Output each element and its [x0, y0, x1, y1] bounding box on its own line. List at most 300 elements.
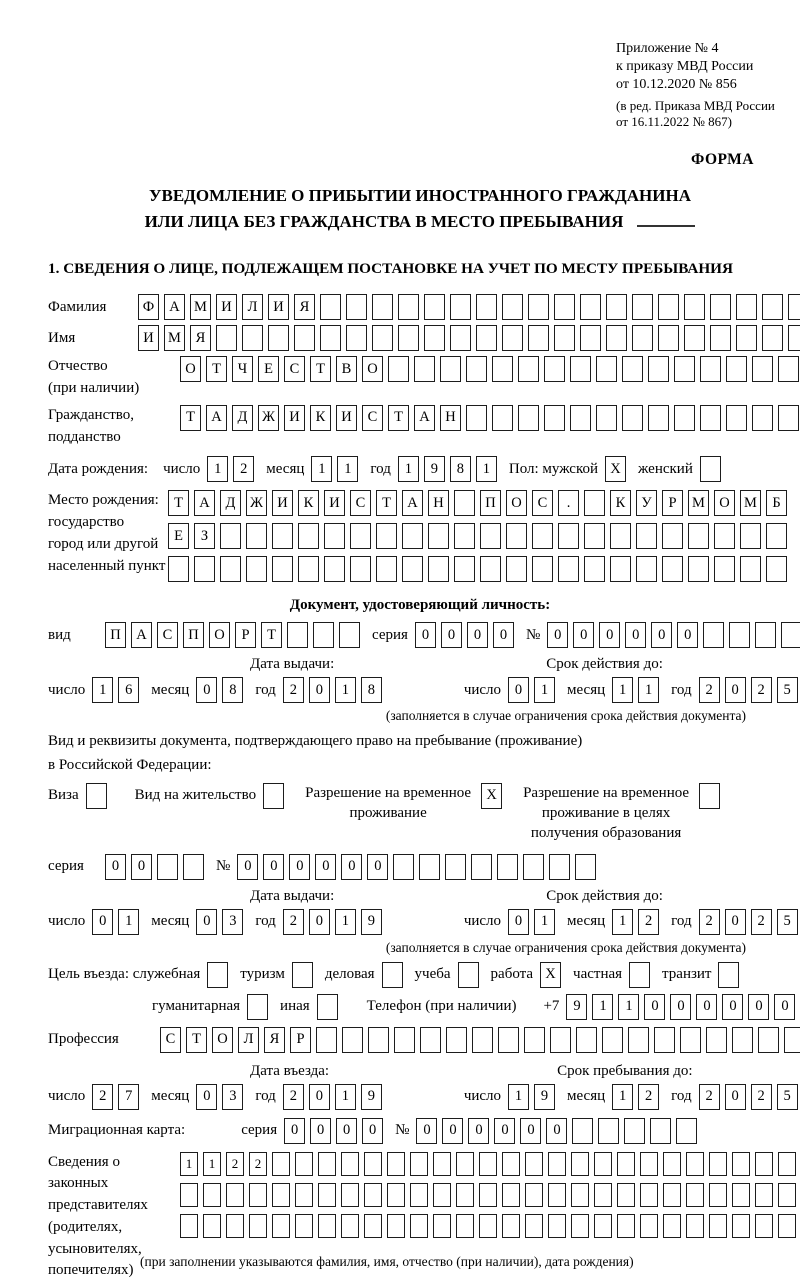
profession-boxes-cell[interactable]: С	[160, 1027, 181, 1053]
birth-place-boxes-1-cell[interactable]: Б	[766, 490, 787, 516]
representatives-boxes-1-cell[interactable]	[433, 1152, 451, 1176]
residence-number-boxes-cell[interactable]	[497, 854, 518, 880]
residence-issue-year-boxes-cell[interactable]: 0	[309, 909, 330, 935]
doc-valid-year-boxes-cell[interactable]: 2	[751, 677, 772, 703]
residence-number-boxes-cell[interactable]: 0	[237, 854, 258, 880]
patronymic-boxes-cell[interactable]: О	[180, 356, 201, 382]
patronymic-boxes-cell[interactable]: Т	[206, 356, 227, 382]
birth-place-boxes-1-cell[interactable]: И	[324, 490, 345, 516]
surname-boxes-cell[interactable]	[450, 294, 471, 320]
entry-year-boxes-cell[interactable]: 1	[335, 1084, 356, 1110]
residence-issue-day-boxes-cell[interactable]: 1	[118, 909, 139, 935]
profession-boxes-cell[interactable]	[654, 1027, 675, 1053]
citizenship-boxes-cell[interactable]: Т	[180, 405, 201, 431]
surname-boxes-cell[interactable]	[736, 294, 757, 320]
given-name-boxes-cell[interactable]	[216, 325, 237, 351]
doc-issue-year-boxes-cell[interactable]: 1	[335, 677, 356, 703]
migration-number-boxes-cell[interactable]	[598, 1118, 619, 1144]
profession-boxes-cell[interactable]	[784, 1027, 800, 1053]
doc-type-boxes-cell[interactable]: Т	[261, 622, 282, 648]
representatives-boxes-2-cell[interactable]	[364, 1183, 382, 1207]
doc-valid-year-boxes-cell[interactable]: 5	[777, 677, 798, 703]
entry-year-boxes-cell[interactable]: 9	[361, 1084, 382, 1110]
migration-number-boxes-cell[interactable]: 0	[468, 1118, 489, 1144]
birth-place-boxes-3-cell[interactable]	[194, 556, 215, 582]
doc-series-boxes-cell[interactable]: 0	[441, 622, 462, 648]
representatives-boxes-1-cell[interactable]	[663, 1152, 681, 1176]
birth-place-boxes-3-cell[interactable]	[584, 556, 605, 582]
birth-day-boxes-cell[interactable]: 1	[207, 456, 228, 482]
citizenship-boxes-cell[interactable]: И	[284, 405, 305, 431]
migration-number-boxes-cell[interactable]	[572, 1118, 593, 1144]
birth-place-boxes-2-cell[interactable]	[402, 523, 423, 549]
birth-place-boxes-3-cell[interactable]	[636, 556, 657, 582]
entry-month-boxes-cell[interactable]: 3	[222, 1084, 243, 1110]
birth-place-boxes-2-cell[interactable]	[220, 523, 241, 549]
profession-boxes-cell[interactable]: О	[212, 1027, 233, 1053]
doc-number-boxes-cell[interactable]: 0	[677, 622, 698, 648]
stay-year-boxes-cell[interactable]: 0	[725, 1084, 746, 1110]
given-name-boxes-cell[interactable]	[554, 325, 575, 351]
business-checkbox-cell[interactable]	[382, 962, 403, 988]
residence-number-boxes-cell[interactable]	[419, 854, 440, 880]
doc-type-boxes-cell[interactable]: С	[157, 622, 178, 648]
doc-number-boxes-cell[interactable]: 0	[651, 622, 672, 648]
representatives-boxes-3-cell[interactable]	[272, 1214, 290, 1238]
birth-place-boxes-3-cell[interactable]	[350, 556, 371, 582]
doc-type-boxes-cell[interactable]: А	[131, 622, 152, 648]
birth-place-boxes-1-cell[interactable]: К	[298, 490, 319, 516]
citizenship-boxes-cell[interactable]: Д	[232, 405, 253, 431]
birth-place-boxes-1-cell[interactable]: К	[610, 490, 631, 516]
patronymic-boxes-cell[interactable]	[440, 356, 461, 382]
profession-boxes-cell[interactable]	[446, 1027, 467, 1053]
migration-series-boxes-cell[interactable]: 0	[362, 1118, 383, 1144]
birth-place-boxes-1-cell[interactable]	[454, 490, 475, 516]
birth-place-boxes-2-cell[interactable]	[454, 523, 475, 549]
surname-boxes-cell[interactable]	[320, 294, 341, 320]
residence-valid-month-boxes-cell[interactable]: 2	[638, 909, 659, 935]
doc-number-boxes-cell[interactable]	[755, 622, 776, 648]
stay-month-boxes-cell[interactable]: 2	[638, 1084, 659, 1110]
birth-place-boxes-1-cell[interactable]: .	[558, 490, 579, 516]
residence-series-boxes-cell[interactable]: 0	[105, 854, 126, 880]
residence-number-boxes-cell[interactable]: 0	[289, 854, 310, 880]
patronymic-boxes-cell[interactable]	[518, 356, 539, 382]
residence-valid-month-boxes-cell[interactable]: 1	[612, 909, 633, 935]
residence-valid-day-boxes-cell[interactable]: 0	[508, 909, 529, 935]
residence-issue-month-boxes-cell[interactable]: 3	[222, 909, 243, 935]
birth-place-boxes-2-cell[interactable]	[298, 523, 319, 549]
stay-year-boxes-cell[interactable]: 2	[699, 1084, 720, 1110]
representatives-boxes-2-cell[interactable]	[594, 1183, 612, 1207]
citizenship-boxes-cell[interactable]: А	[414, 405, 435, 431]
residence-permit-checkbox-cell[interactable]	[263, 783, 284, 809]
birth-place-boxes-3-cell[interactable]	[428, 556, 449, 582]
doc-valid-month-boxes-cell[interactable]: 1	[612, 677, 633, 703]
birth-place-boxes-1-cell[interactable]: М	[740, 490, 761, 516]
migration-number-boxes-cell[interactable]: 0	[546, 1118, 567, 1144]
patronymic-boxes-cell[interactable]: Т	[310, 356, 331, 382]
birth-place-boxes-2-cell[interactable]: З	[194, 523, 215, 549]
birth-place-boxes-3-cell[interactable]	[766, 556, 787, 582]
doc-type-boxes-cell[interactable]: О	[209, 622, 230, 648]
representatives-boxes-3-cell[interactable]	[226, 1214, 244, 1238]
representatives-boxes-3-cell[interactable]	[249, 1214, 267, 1238]
representatives-boxes-2-cell[interactable]	[249, 1183, 267, 1207]
birth-place-boxes-1-cell[interactable]: А	[402, 490, 423, 516]
given-name-boxes-cell[interactable]	[346, 325, 367, 351]
migration-series-boxes-cell[interactable]: 0	[310, 1118, 331, 1144]
birth-place-boxes-3-cell[interactable]	[532, 556, 553, 582]
birth-place-boxes-3-cell[interactable]	[558, 556, 579, 582]
birth-place-boxes-2-cell[interactable]: Е	[168, 523, 189, 549]
citizenship-boxes-cell[interactable]	[726, 405, 747, 431]
representatives-boxes-3-cell[interactable]	[410, 1214, 428, 1238]
birth-place-boxes-3-cell[interactable]	[220, 556, 241, 582]
given-name-boxes-cell[interactable]: Я	[190, 325, 211, 351]
doc-valid-day-boxes-cell[interactable]: 0	[508, 677, 529, 703]
residence-number-boxes-cell[interactable]: 0	[367, 854, 388, 880]
representatives-boxes-3-cell[interactable]	[663, 1214, 681, 1238]
surname-boxes-cell[interactable]	[424, 294, 445, 320]
given-name-boxes-cell[interactable]	[580, 325, 601, 351]
surname-boxes-cell[interactable]	[788, 294, 800, 320]
birth-place-boxes-2-cell[interactable]	[480, 523, 501, 549]
birth-place-boxes-1-cell[interactable]: У	[636, 490, 657, 516]
residence-issue-day-boxes-cell[interactable]: 0	[92, 909, 113, 935]
patronymic-boxes-cell[interactable]	[414, 356, 435, 382]
profession-boxes-cell[interactable]	[758, 1027, 779, 1053]
representatives-boxes-3-cell[interactable]	[203, 1214, 221, 1238]
representatives-boxes-1-cell[interactable]	[502, 1152, 520, 1176]
doc-issue-day-boxes-cell[interactable]: 6	[118, 677, 139, 703]
entry-day-boxes-cell[interactable]: 7	[118, 1084, 139, 1110]
birth-place-boxes-1-cell[interactable]: О	[714, 490, 735, 516]
representatives-boxes-3-cell[interactable]	[755, 1214, 773, 1238]
representatives-boxes-2-cell[interactable]	[456, 1183, 474, 1207]
representatives-boxes-3-cell[interactable]	[525, 1214, 543, 1238]
other-checkbox-cell[interactable]	[317, 994, 338, 1020]
transit-checkbox-cell[interactable]	[718, 962, 739, 988]
given-name-boxes-cell[interactable]	[684, 325, 705, 351]
stay-year-boxes-cell[interactable]: 2	[751, 1084, 772, 1110]
representatives-boxes-3-cell[interactable]	[433, 1214, 451, 1238]
phone-boxes-cell[interactable]: 0	[644, 994, 665, 1020]
citizenship-boxes-cell[interactable]	[570, 405, 591, 431]
migration-series-boxes-cell[interactable]: 0	[284, 1118, 305, 1144]
patronymic-boxes-cell[interactable]	[388, 356, 409, 382]
phone-boxes-cell[interactable]: 0	[774, 994, 795, 1020]
given-name-boxes-cell[interactable]	[658, 325, 679, 351]
sex-male-checkbox-cell[interactable]: X	[605, 456, 626, 482]
patronymic-boxes-cell[interactable]	[466, 356, 487, 382]
citizenship-boxes-cell[interactable]	[778, 405, 799, 431]
birth-year-boxes-cell[interactable]: 8	[450, 456, 471, 482]
patronymic-boxes-cell[interactable]: С	[284, 356, 305, 382]
representatives-boxes-1-cell[interactable]	[594, 1152, 612, 1176]
birth-place-boxes-1-cell[interactable]	[584, 490, 605, 516]
citizenship-boxes-cell[interactable]	[752, 405, 773, 431]
residence-series-boxes-cell[interactable]	[183, 854, 204, 880]
work-checkbox-cell[interactable]: X	[540, 962, 561, 988]
surname-boxes-cell[interactable]	[684, 294, 705, 320]
birth-place-boxes-3-cell[interactable]	[324, 556, 345, 582]
birth-place-boxes-1-cell[interactable]: Ж	[246, 490, 267, 516]
residence-issue-month-boxes-cell[interactable]: 0	[196, 909, 217, 935]
migration-number-boxes-cell[interactable]: 0	[520, 1118, 541, 1144]
citizenship-boxes-cell[interactable]: К	[310, 405, 331, 431]
profession-boxes-cell[interactable]: Л	[238, 1027, 259, 1053]
birth-month-boxes-cell[interactable]: 1	[311, 456, 332, 482]
patronymic-boxes-cell[interactable]	[726, 356, 747, 382]
given-name-boxes-cell[interactable]	[606, 325, 627, 351]
migration-number-boxes-cell[interactable]	[624, 1118, 645, 1144]
birth-place-boxes-2-cell[interactable]	[506, 523, 527, 549]
given-name-boxes-cell[interactable]	[736, 325, 757, 351]
profession-boxes-cell[interactable]	[420, 1027, 441, 1053]
profession-boxes-cell[interactable]	[706, 1027, 727, 1053]
residence-issue-year-boxes-cell[interactable]: 9	[361, 909, 382, 935]
profession-boxes-cell[interactable]	[576, 1027, 597, 1053]
representatives-boxes-2-cell[interactable]	[387, 1183, 405, 1207]
visa-checkbox-cell[interactable]	[86, 783, 107, 809]
representatives-boxes-2-cell[interactable]	[410, 1183, 428, 1207]
birth-place-boxes-3-cell[interactable]	[480, 556, 501, 582]
citizenship-boxes-cell[interactable]: Н	[440, 405, 461, 431]
residence-number-boxes-cell[interactable]: 0	[263, 854, 284, 880]
birth-place-boxes-3-cell[interactable]	[168, 556, 189, 582]
representatives-boxes-3-cell[interactable]	[709, 1214, 727, 1238]
patronymic-boxes-cell[interactable]	[570, 356, 591, 382]
representatives-boxes-2-cell[interactable]	[617, 1183, 635, 1207]
birth-place-boxes-3-cell[interactable]	[246, 556, 267, 582]
residence-series-boxes-cell[interactable]: 0	[131, 854, 152, 880]
residence-valid-year-boxes-cell[interactable]: 0	[725, 909, 746, 935]
surname-boxes-cell[interactable]	[632, 294, 653, 320]
representatives-boxes-3-cell[interactable]	[479, 1214, 497, 1238]
residence-number-boxes-cell[interactable]: 0	[315, 854, 336, 880]
birth-place-boxes-3-cell[interactable]	[610, 556, 631, 582]
representatives-boxes-1-cell[interactable]	[318, 1152, 336, 1176]
residence-valid-year-boxes-cell[interactable]: 2	[699, 909, 720, 935]
representatives-boxes-2-cell[interactable]	[525, 1183, 543, 1207]
birth-place-boxes-3-cell[interactable]	[688, 556, 709, 582]
representatives-boxes-1-cell[interactable]	[364, 1152, 382, 1176]
profession-boxes-cell[interactable]	[342, 1027, 363, 1053]
doc-type-boxes-cell[interactable]: П	[105, 622, 126, 648]
doc-series-boxes-cell[interactable]: 0	[493, 622, 514, 648]
citizenship-boxes-cell[interactable]	[648, 405, 669, 431]
given-name-boxes-cell[interactable]	[398, 325, 419, 351]
representatives-boxes-2-cell[interactable]	[226, 1183, 244, 1207]
birth-place-boxes-2-cell[interactable]	[272, 523, 293, 549]
representatives-boxes-3-cell[interactable]	[318, 1214, 336, 1238]
profession-boxes-cell[interactable]	[732, 1027, 753, 1053]
surname-boxes-cell[interactable]	[372, 294, 393, 320]
residence-series-boxes-cell[interactable]	[157, 854, 178, 880]
patronymic-boxes-cell[interactable]: Ч	[232, 356, 253, 382]
profession-boxes-cell[interactable]	[316, 1027, 337, 1053]
surname-boxes-cell[interactable]	[606, 294, 627, 320]
representatives-boxes-3-cell[interactable]	[617, 1214, 635, 1238]
representatives-boxes-3-cell[interactable]	[548, 1214, 566, 1238]
birth-day-boxes-cell[interactable]: 2	[233, 456, 254, 482]
given-name-boxes-cell[interactable]	[502, 325, 523, 351]
representatives-boxes-2-cell[interactable]	[709, 1183, 727, 1207]
doc-number-boxes-cell[interactable]	[703, 622, 724, 648]
birth-place-boxes-2-cell[interactable]	[766, 523, 787, 549]
birth-place-boxes-2-cell[interactable]	[350, 523, 371, 549]
residence-number-boxes-cell[interactable]	[575, 854, 596, 880]
birth-place-boxes-1-cell[interactable]: А	[194, 490, 215, 516]
birth-place-boxes-1-cell[interactable]: П	[480, 490, 501, 516]
representatives-boxes-1-cell[interactable]	[341, 1152, 359, 1176]
migration-number-boxes-cell[interactable]: 0	[442, 1118, 463, 1144]
representatives-boxes-2-cell[interactable]	[755, 1183, 773, 1207]
profession-boxes-cell[interactable]	[550, 1027, 571, 1053]
birth-place-boxes-3-cell[interactable]	[740, 556, 761, 582]
residence-number-boxes-cell[interactable]: 0	[341, 854, 362, 880]
citizenship-boxes-cell[interactable]	[700, 405, 721, 431]
profession-boxes-cell[interactable]: Т	[186, 1027, 207, 1053]
study-checkbox-cell[interactable]	[458, 962, 479, 988]
birth-place-boxes-3-cell[interactable]	[506, 556, 527, 582]
doc-issue-day-boxes-cell[interactable]: 1	[92, 677, 113, 703]
birth-place-boxes-3-cell[interactable]	[714, 556, 735, 582]
temp-residence-checkbox-cell[interactable]: X	[481, 783, 502, 809]
representatives-boxes-2-cell[interactable]	[548, 1183, 566, 1207]
stay-day-boxes-cell[interactable]: 1	[508, 1084, 529, 1110]
surname-boxes-cell[interactable]: И	[268, 294, 289, 320]
surname-boxes-cell[interactable]	[762, 294, 783, 320]
doc-issue-month-boxes-cell[interactable]: 8	[222, 677, 243, 703]
representatives-boxes-2-cell[interactable]	[318, 1183, 336, 1207]
migration-number-boxes-cell[interactable]	[650, 1118, 671, 1144]
given-name-boxes-cell[interactable]	[268, 325, 289, 351]
entry-year-boxes-cell[interactable]: 2	[283, 1084, 304, 1110]
representatives-boxes-3-cell[interactable]	[686, 1214, 704, 1238]
representatives-boxes-1-cell[interactable]	[640, 1152, 658, 1176]
doc-valid-year-boxes-cell[interactable]: 0	[725, 677, 746, 703]
surname-boxes-cell[interactable]	[346, 294, 367, 320]
doc-series-boxes-cell[interactable]: 0	[415, 622, 436, 648]
patronymic-boxes-cell[interactable]	[544, 356, 565, 382]
profession-boxes-cell[interactable]: Р	[290, 1027, 311, 1053]
surname-boxes-cell[interactable]: Ф	[138, 294, 159, 320]
temp-residence-edu-checkbox-cell[interactable]	[699, 783, 720, 809]
surname-boxes-cell[interactable]	[502, 294, 523, 320]
birth-place-boxes-1-cell[interactable]: С	[350, 490, 371, 516]
birth-place-boxes-1-cell[interactable]: М	[688, 490, 709, 516]
birth-place-boxes-3-cell[interactable]	[376, 556, 397, 582]
representatives-boxes-1-cell[interactable]	[548, 1152, 566, 1176]
entry-day-boxes-cell[interactable]: 2	[92, 1084, 113, 1110]
birth-place-boxes-1-cell[interactable]: О	[506, 490, 527, 516]
patronymic-boxes-cell[interactable]	[674, 356, 695, 382]
citizenship-boxes-cell[interactable]: С	[362, 405, 383, 431]
humanitarian-checkbox-cell[interactable]	[247, 994, 268, 1020]
birth-month-boxes-cell[interactable]: 1	[337, 456, 358, 482]
given-name-boxes-cell[interactable]	[762, 325, 783, 351]
representatives-boxes-2-cell[interactable]	[778, 1183, 796, 1207]
profession-boxes-cell[interactable]	[628, 1027, 649, 1053]
residence-valid-day-boxes-cell[interactable]: 1	[534, 909, 555, 935]
patronymic-boxes-cell[interactable]	[752, 356, 773, 382]
residence-number-boxes-cell[interactable]	[445, 854, 466, 880]
representatives-boxes-1-cell[interactable]	[295, 1152, 313, 1176]
given-name-boxes-cell[interactable]	[788, 325, 800, 351]
citizenship-boxes-cell[interactable]: А	[206, 405, 227, 431]
representatives-boxes-1-cell[interactable]: 2	[249, 1152, 267, 1176]
given-name-boxes-cell[interactable]	[450, 325, 471, 351]
patronymic-boxes-cell[interactable]	[700, 356, 721, 382]
given-name-boxes-cell[interactable]	[294, 325, 315, 351]
patronymic-boxes-cell[interactable]: Е	[258, 356, 279, 382]
surname-boxes-cell[interactable]	[398, 294, 419, 320]
birth-place-boxes-2-cell[interactable]	[740, 523, 761, 549]
residence-valid-year-boxes-cell[interactable]: 2	[751, 909, 772, 935]
stay-month-boxes-cell[interactable]: 1	[612, 1084, 633, 1110]
representatives-boxes-2-cell[interactable]	[203, 1183, 221, 1207]
representatives-boxes-3-cell[interactable]	[295, 1214, 313, 1238]
birth-place-boxes-2-cell[interactable]	[584, 523, 605, 549]
representatives-boxes-1-cell[interactable]: 1	[180, 1152, 198, 1176]
representatives-boxes-3-cell[interactable]	[341, 1214, 359, 1238]
birth-place-boxes-1-cell[interactable]: Т	[376, 490, 397, 516]
birth-place-boxes-1-cell[interactable]: Д	[220, 490, 241, 516]
representatives-boxes-1-cell[interactable]	[387, 1152, 405, 1176]
representatives-boxes-1-cell[interactable]	[456, 1152, 474, 1176]
representatives-boxes-2-cell[interactable]	[502, 1183, 520, 1207]
birth-place-boxes-1-cell[interactable]: Н	[428, 490, 449, 516]
citizenship-boxes-cell[interactable]	[544, 405, 565, 431]
birth-year-boxes-cell[interactable]: 9	[424, 456, 445, 482]
profession-boxes-cell[interactable]	[498, 1027, 519, 1053]
representatives-boxes-3-cell[interactable]	[180, 1214, 198, 1238]
representatives-boxes-2-cell[interactable]	[571, 1183, 589, 1207]
profession-boxes-cell[interactable]	[368, 1027, 389, 1053]
birth-year-boxes-cell[interactable]: 1	[476, 456, 497, 482]
surname-boxes-cell[interactable]: Л	[242, 294, 263, 320]
citizenship-boxes-cell[interactable]: Т	[388, 405, 409, 431]
representatives-boxes-2-cell[interactable]	[686, 1183, 704, 1207]
profession-boxes-cell[interactable]	[472, 1027, 493, 1053]
doc-valid-month-boxes-cell[interactable]: 1	[638, 677, 659, 703]
representatives-boxes-2-cell[interactable]	[640, 1183, 658, 1207]
citizenship-boxes-cell[interactable]: Ж	[258, 405, 279, 431]
doc-issue-year-boxes-cell[interactable]: 8	[361, 677, 382, 703]
patronymic-boxes-cell[interactable]	[778, 356, 799, 382]
doc-issue-year-boxes-cell[interactable]: 2	[283, 677, 304, 703]
citizenship-boxes-cell[interactable]	[466, 405, 487, 431]
birth-place-boxes-2-cell[interactable]	[662, 523, 683, 549]
birth-place-boxes-1-cell[interactable]: Р	[662, 490, 683, 516]
given-name-boxes-cell[interactable]	[372, 325, 393, 351]
birth-year-boxes-cell[interactable]: 1	[398, 456, 419, 482]
representatives-boxes-1-cell[interactable]	[479, 1152, 497, 1176]
birth-place-boxes-2-cell[interactable]	[558, 523, 579, 549]
title-blank-underline[interactable]	[637, 211, 695, 227]
patronymic-boxes-cell[interactable]	[622, 356, 643, 382]
representatives-boxes-1-cell[interactable]	[686, 1152, 704, 1176]
birth-place-boxes-3-cell[interactable]	[402, 556, 423, 582]
migration-series-boxes-cell[interactable]: 0	[336, 1118, 357, 1144]
phone-boxes-cell[interactable]: 0	[748, 994, 769, 1020]
representatives-boxes-1-cell[interactable]	[755, 1152, 773, 1176]
representatives-boxes-1-cell[interactable]	[778, 1152, 796, 1176]
migration-number-boxes-cell[interactable]	[676, 1118, 697, 1144]
